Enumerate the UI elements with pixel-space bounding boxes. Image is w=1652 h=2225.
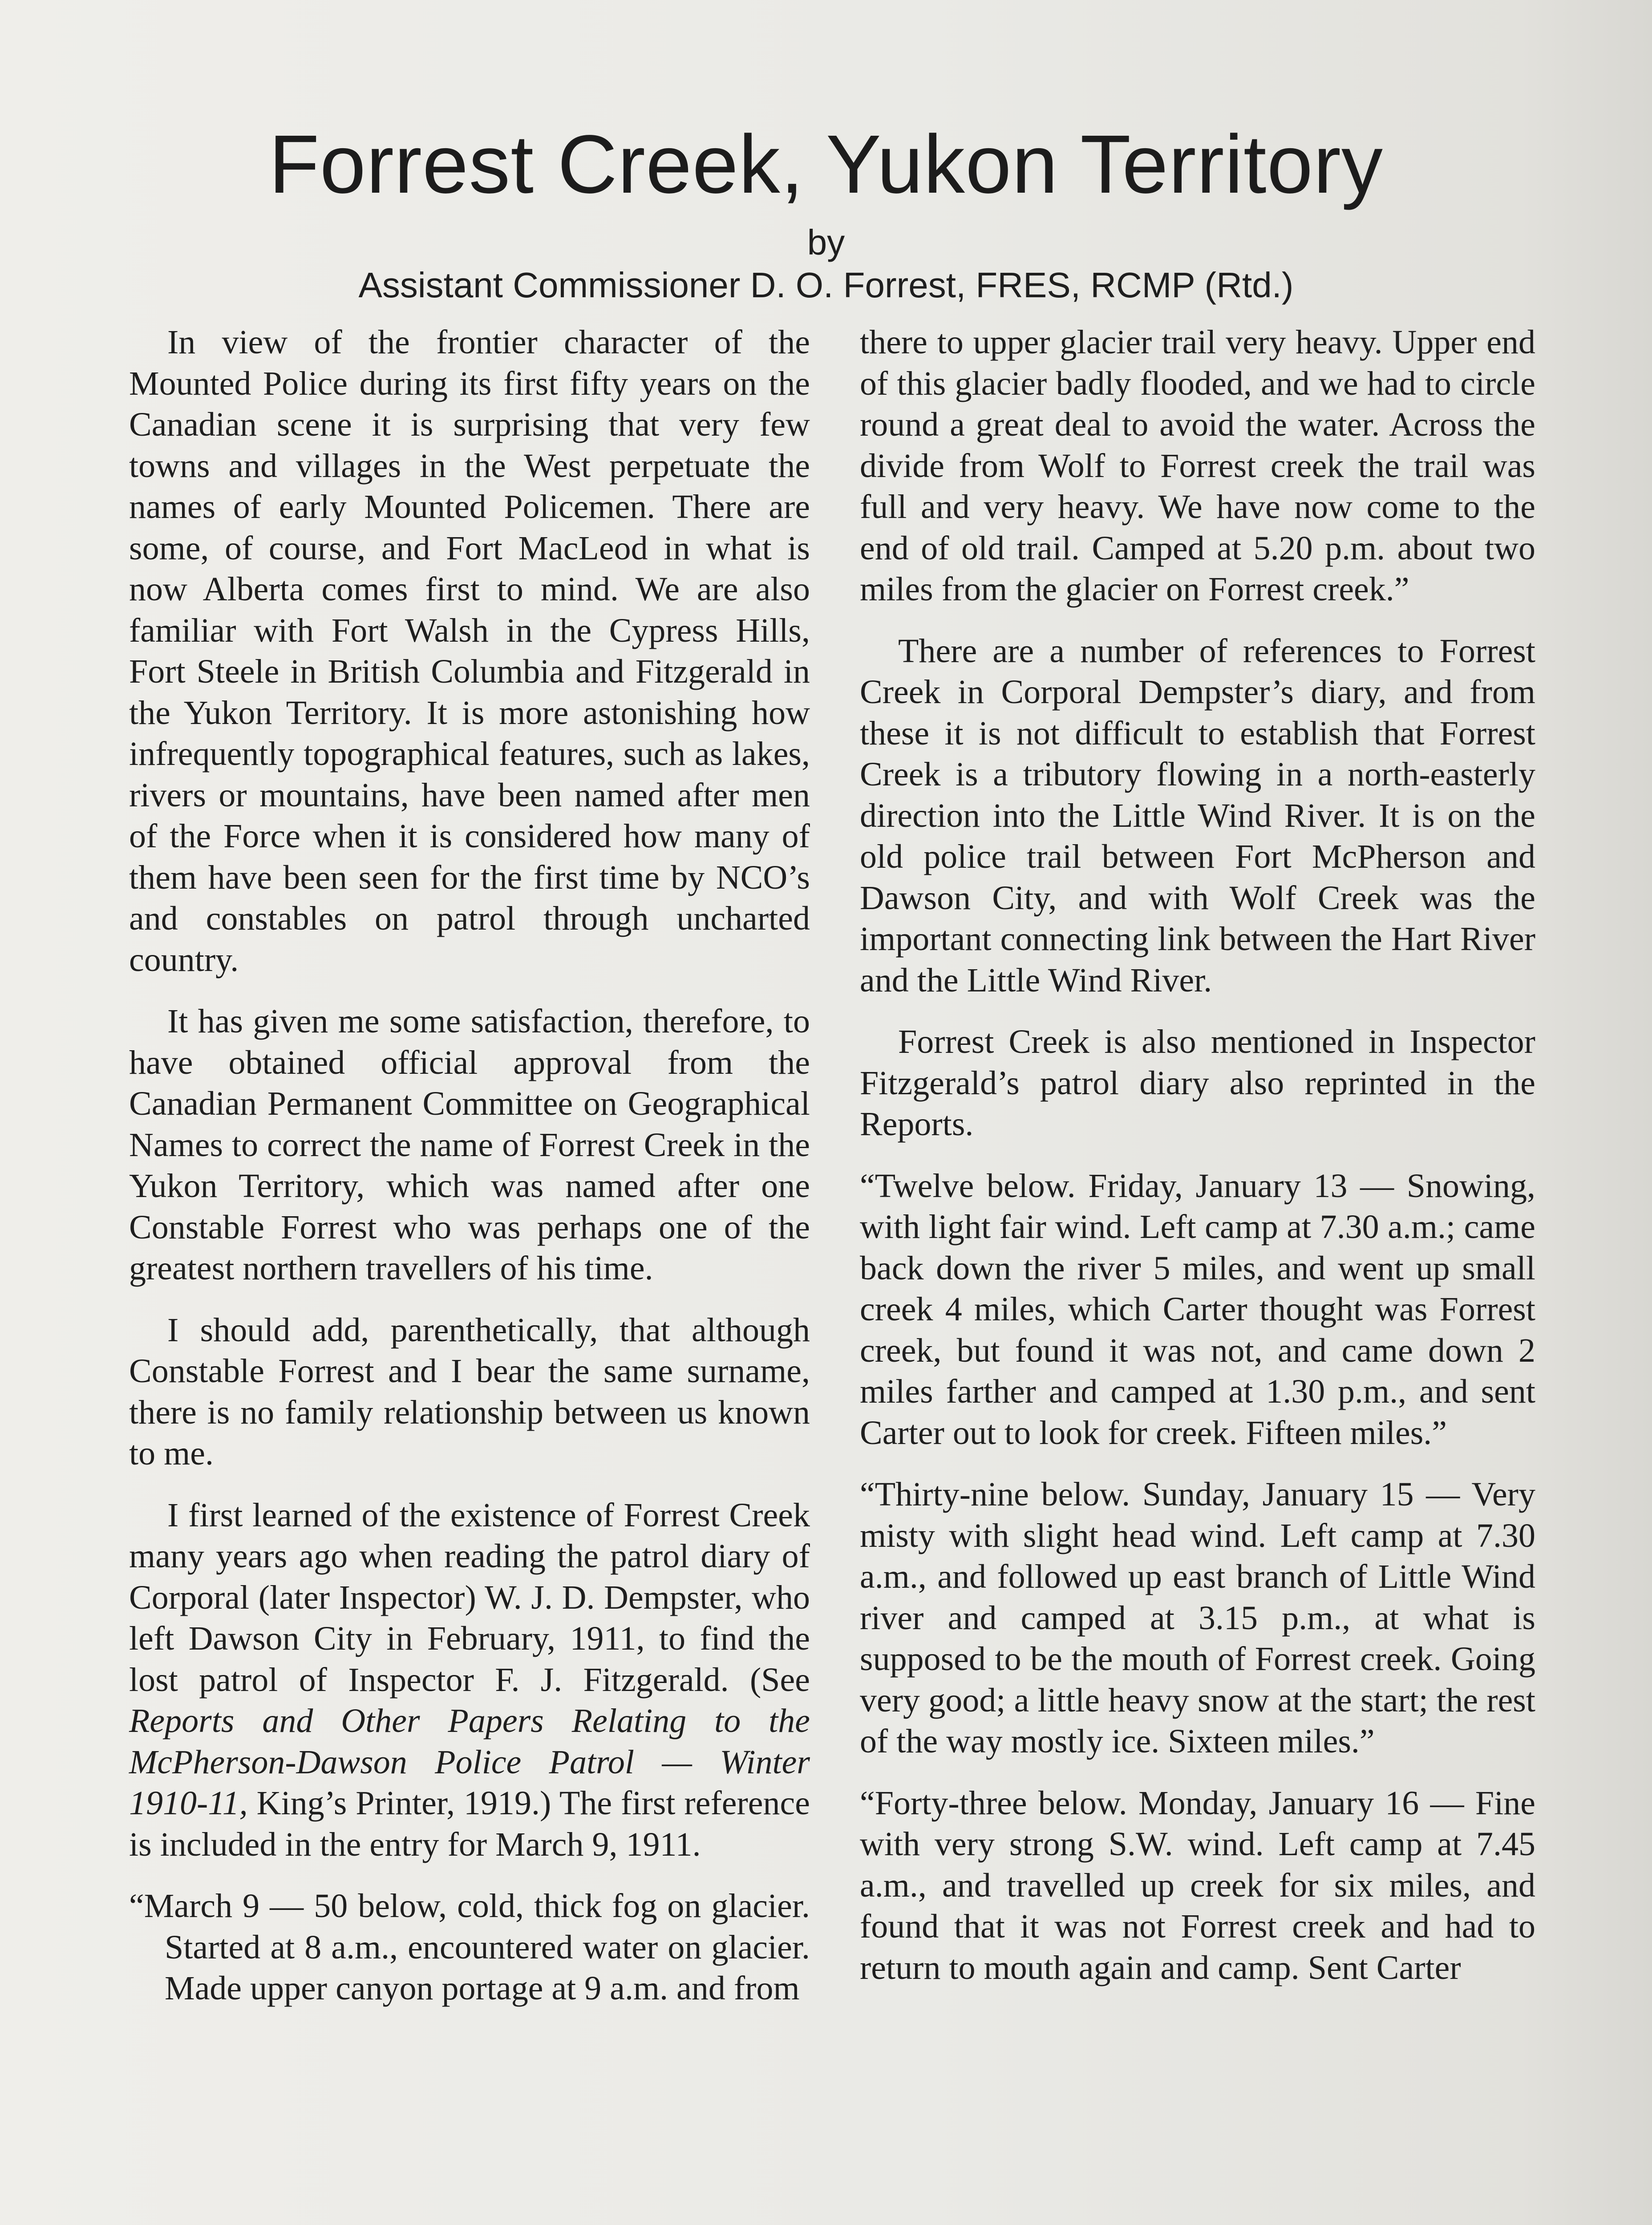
- paragraph: [129, 1495, 810, 1865]
- diary-quote: “Forty-three below. Monday, January 16 — Fine with very strong S.W. wind. Left camp at 7.45 a.m., and travelled up creek for six miles, and found that it was not Forrest creek and had to return to mouth again and camp. Sent Carter: [860, 1784, 1535, 1986]
- paragraph: There are a number of references to Forrest Creek in Corporal Dempster’s diary, and from these it is not difficult to establish that Forrest Creek is a tributory flowing in a north-easterly direction into the Little Wind River. It is on the old police trail between Fort McPherson and Dawson City, and with Wolf Creek was the important connecting link between the Hart River and the Little Wind River.: [860, 632, 1535, 999]
- left-column: [129, 322, 810, 2030]
- article-title: Forrest Creek, Yukon Territory: [268, 118, 1384, 210]
- byline: by: [807, 222, 845, 262]
- paragraph: I should add, parenthetically, that although Constable Forrest and I bear the same surname, there is no family relationship between us known to me.: [129, 1311, 810, 1472]
- paragraph-text: I first learned of the existence of Forrest Creek many years ago when reading the patrol diary of Corporal (later Inspector) W. J. D. Dempster, who left Dawson City in February, 1911, to find the lost patrol of Inspector F. J. Fitzgerald. (See: [129, 1496, 810, 1699]
- author-line: Assistant Commissioner D. O. Forrest, FRES, RCMP (Rtd.): [358, 265, 1294, 305]
- right-column: [860, 322, 1535, 2009]
- diary-quote: “Twelve below. Friday, January 13 — Snowing, with light fair wind. Left camp at 7.30 a.m.; came back down the river 5 miles, and went up small creek 4 miles, which Carter thought was Forrest creek, but found it was not, and came down 2 miles farther and camped at 1.30 p.m., and sent Carter out to look for creek. Fifteen miles.”: [860, 1167, 1535, 1452]
- diary-quote-continued: there to upper glacier trail very heavy. Upper end of this glacier badly flooded, and we had to circle round a great deal to avoid the water. Across the divide from Wolf to Forrest creek the trail was full and very heavy. We have now come to the end of old trail. Camped at 5.20 p.m. about two miles from the glacier on Forrest creek.”: [860, 324, 1535, 608]
- diary-quote: “March 9 — 50 below, cold, thick fog on glacier. Started at 8 a.m., encountered water on glacier. Made upper canyon portage at 9 a.m. and from: [129, 1887, 810, 2007]
- paragraph: In view of the frontier character of the Mounted Police during its first fifty years on the Canadian scene it is surprising that very few towns and villages in the West perpetuate the names of early Mounted Policemen. There are some, of course, and Fort MacLeod in what is now Alberta comes first to mind. We are also familiar with Fort Walsh in the Cypress Hills, Fort Steele in British Columbia and Fitzgerald in the Yukon Territory. It is more astonishing how infrequently topographical features, such as lakes, rivers or mountains, have been named after men of the Force when it is considered how many of them have been seen for the first time by NCO’s and constables on patrol through uncharted country.: [129, 324, 810, 979]
- publication-citation: Reports and Other Papers Relating to the McPherson-Dawson Police Patrol — Winter 1910-11,: [129, 1702, 810, 1822]
- paragraph: It has given me some satisfaction, therefore, to have obtained official approval from the Canadian Permanent Committee on Geographical Names to correct the name of Forrest Creek in the Yukon Territory, which was named after one Constable Forrest who was perhaps one of the greatest northern travellers of his time.: [129, 1003, 810, 1287]
- paragraph-text: King’s Printer, 1919.) The first reference is included in the entry for March 9, 1911.: [129, 1784, 810, 1863]
- paragraph: Forrest Creek is also mentioned in Inspector Fitzgerald’s patrol diary also reprinted in the Reports.: [860, 1023, 1535, 1143]
- diary-quote: “Thirty-nine below. Sunday, January 15 — Very misty with slight head wind. Left camp at 7.30 a.m., and followed up east branch of Little Wind river and camped at 3.15 p.m., at what is supposed to be the mouth of Forrest creek. Going very good; a little heavy snow at the start; the rest of the way mostly ice. Sixteen miles.”: [860, 1476, 1535, 1760]
